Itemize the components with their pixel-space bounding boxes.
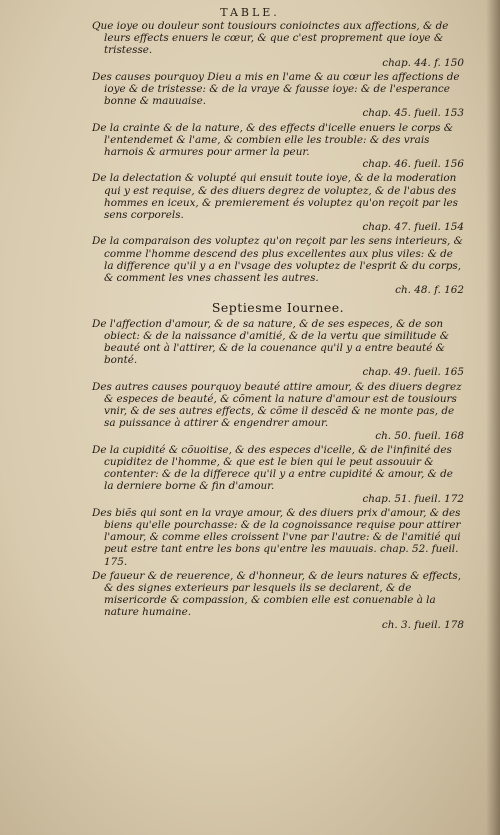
- entry-text: De la crainte & de la nature, & des effects d'icelle enuers le corps & l'entendemet & l'ame, & combien elle les trouble: & des vrais harnois & armures pour armer la peur.: [92, 121, 453, 159]
- entry-reference: ch. 48. f. 162: [395, 284, 464, 297]
- entry-reference: chap. 49. fueil. 165: [362, 366, 464, 379]
- entry-text: Des causes pourquoy Dieu a mis en l'ame & au cœur les affections de ioye & de tristesse: & de la vraye & fausse ioye: & de l'esperance bonne & mauuaise.: [92, 70, 460, 108]
- toc-entry: [92, 20, 464, 69]
- entry-reference: chap. 45. fueil. 153: [362, 107, 464, 120]
- entry-reference: ch. 3. fueil. 178: [381, 618, 464, 631]
- toc-entry: [92, 507, 464, 568]
- entry-reference: chap. 44. f. 150: [382, 56, 464, 69]
- running-header: TABLE.: [220, 6, 280, 19]
- toc-entry: [92, 71, 464, 120]
- toc-entry: [92, 235, 464, 296]
- entry-text: Des biẽs qui sont en la vraye amour, & des diuers prix d'amour, & des biens qu'elle pourchasse: & de la cognoissance requise pour attirer l'amour, & comme elles croissent l'vne par l'autre: & de l'amitié qui peut estre tant entre les bons qu'entre les mauuais. chap. 52. fueil. 175.: [92, 506, 461, 568]
- entry-text: De la comparaison des voluptez qu'on reçoit par les sens interieurs, & comme l'homme descend des plus excellentes aux plus viles: & de la difference qu'il y a en l'vsage des voluptez de l'esprit & du corps, & comment les vnes chassent les autres.: [92, 235, 463, 285]
- page-edge-shadow: [486, 0, 500, 835]
- table-of-contents: [92, 20, 464, 633]
- toc-entry: [92, 172, 464, 233]
- entry-text: De l'affection d'amour, & de sa nature, & de ses especes, & de son obiect: & de la naissance d'amitié, & de la vertu que similitude & beauté ont à l'attirer, & de la couenance qu'il y a entre beauté & bonté.: [92, 317, 449, 367]
- entry-reference: chap. 46. fueil. 156: [362, 158, 464, 171]
- toc-entry: [92, 122, 464, 171]
- toc-entry: [92, 318, 464, 379]
- day-heading: Septiesme Iournee.: [211, 300, 345, 316]
- entry-text: De la cupidité & cõuoitise, & des especes d'icelle, & de l'infinité des cupiditez de l'homme, & que est le bien qui le peut assouuir & contenter: & de la differece qu'il y a entre cupidité & amour, & de la derniere borne & fin d'amour.: [92, 443, 453, 493]
- entry-text: De la delectation & volupté qui ensuit toute ioye, & de la moderation qui y est requise, & des diuers degrez de voluptez, & de l'abus des hommes en iceux, & premierement és voluptez qu'on reçoit par les sens corporels.: [92, 172, 459, 222]
- entry-reference: chap. 51. fueil. 172: [362, 492, 464, 505]
- entry-reference: chap. 47. fueil. 154: [362, 221, 464, 234]
- entry-text: Des autres causes pourquoy beauté attire amour, & des diuers degrez & especes de beauté, & cõment la nature d'amour est de tousiours vnir, & de ses autres effects, & cõme il descẽd & ne monte pas, de sa puissance à attirer & engendrer amour.: [92, 380, 462, 430]
- toc-entry: [92, 444, 464, 505]
- toc-entry: [92, 381, 464, 442]
- entry-text: Que ioye ou douleur sont tousiours conioinctes aux affections, & de leurs effects enuers le cœur, & que c'est proprement que ioye & tristesse.: [92, 20, 449, 57]
- entry-reference: ch. 50. fueil. 168: [375, 429, 464, 442]
- entry-text: De faueur & de reuerence, & d'honneur, & de leurs natures & effects, & des signes exterieurs par lesquels ils se declarent, & de misericorde & compassion, & combien elle est conuenable à la nature humaine.: [92, 569, 462, 619]
- toc-entry: [92, 570, 464, 631]
